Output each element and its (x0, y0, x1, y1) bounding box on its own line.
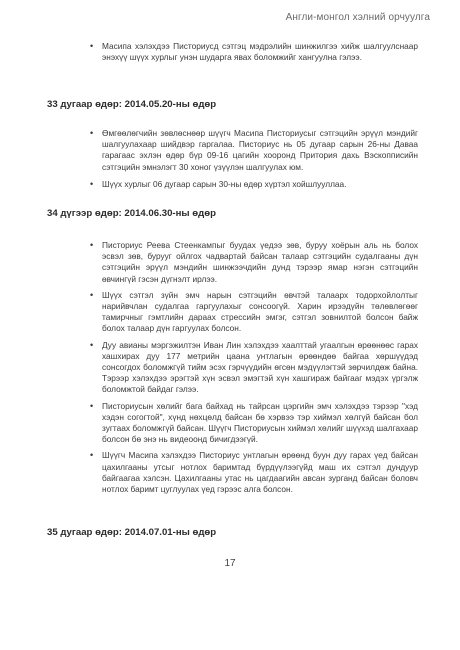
section-33-bullet-list (90, 128, 418, 190)
bullet-icon: • (90, 128, 94, 138)
bullet-icon: • (90, 41, 94, 51)
bullet-icon: • (90, 450, 94, 461)
bullet-icon: • (90, 339, 94, 350)
page-number: 17 (224, 558, 236, 569)
intro-bullet-list (90, 41, 418, 63)
bullet-icon: • (90, 289, 94, 300)
list-item: • Масипа хэлэхдээ Писториусд сэтгэц мэдрэлийн шинжилгээ хийж шалгуулснаар энэхүү шүүх хурлыг унэн шударга явах боломжийг хангуулна гэлээ. (90, 41, 418, 63)
bullet-icon: • (90, 178, 94, 189)
section-heading-day-33: 33 дугаар өдөр: 2014.05.20-ны өдөр (47, 99, 217, 110)
list-item: • Шүүх сэтгэл зүйн эмч нарын сэтгэцийн өвчтэй талаарх тодорхойлолтыг нарийвчлан судалгаа гаргуулахыг сонсоогүй. Харин ирээдүйн төлөвлөгөөг тамирчныг гэмтлийн дараах стрессийн эмгэг, сэтгэл зовнилтой болсон байж болох талаар дүн гаргуулах болсон. (90, 289, 418, 334)
list-item: • Писториус Реева Стеенкампыг буудах үедээ зөв, буруу хоёрын аль нь болох эсвэл зөв, бурууг ойлгох чадвартай байсан талаар сэтгэцийн судалгааны дүн сэтгэцийн эрүүл мэндийн шинжээчдийн дунд тэрээр ямар нэгэн сэтгэцийн өвчингүй гэсэн дүгнэлт ирлээ. (90, 240, 418, 284)
list-item: • Шүүгч Масипа хэлэхдээ Писториус унтлагын өрөөнд буун дуу гарах үед байсан цахилгааны утсыг нотлох баримтад бүрдүүлээгүйд маш их сэтгэл дундуур байгаагаа хэлсэн. Цахилгааны утас нь цагдаагийн авсан зурганд байсан боловч нотлох баримт цуглуулах үед гэрээс алга болсон. (90, 450, 418, 495)
section-34-bullet-list (90, 240, 418, 495)
list-item: • Шүүх хурлыг 06 дугаар сарын 30-ны өдөр хүртэл хойшлууллаа. (90, 178, 347, 189)
bullet-icon: • (90, 240, 94, 250)
list-item: • Писториусын хөлийг бага байхад нь тайрсан цэргийн эмч хэлэхдээ тэрээр "хэд хэдэн согогтой", хүнд нөхцөлд байсан бө хэрвээ тэр хиймэл хөлгүй байсан бол зугтаах боломжгүй байсан. Шүүгч Писториусын хиймэл хөлийг шүүхэд шалгахаар болсон бө энэ нь видеоонд бичигдээгүй. (90, 400, 418, 445)
section-heading-day-35: 35 дугаар өдөр: 2014.07.01-ны өдөр (47, 527, 217, 538)
running-header: Англи-монгол хэлний орчуулга (285, 12, 430, 23)
list-item: • Дуу авианы мэргэжилтэн Иван Лин хэлэхдээ хаалттай угаалгын өрөөнөөс гарах хашхирах дуу 177 метрийн цаана унтлагын өрөөндөө байгаа хөршүүдэд сонсогдох боломжгүй тийм эсэх гэрчүүдийн өгсөн мэдүүлэгтэй зөрчилдөж байна. Тэрээр хэлэхдээ эрэгтэй хүн эсвэл эмэгтэй хүн хашгираж байгааг мэдэх үргэлж боломжтой байдаг гэлээ. (90, 339, 418, 395)
list-item: • Өмгөөлөгчийн зөвлөснөөр шүүгч Масипа Писториусыг сэтгэцийн эрүүл мэндийг шалгуулахаар шийдвэр гаргалаа. Писториус нь 05 дугаар сарын 26-ны Даваа гарагаас эхлэн өдөр бүр 09-16 цагийн хооронд Притория дахь Вэскопписийн сэтгэцийн эмнэлэгт 30 хоног үзүүлэн шалгуулах юм. (90, 128, 418, 172)
section-heading-day-34: 34 дүгээр өдөр: 2014.06.30-ны өдөр (47, 208, 216, 219)
bullet-icon: • (90, 400, 94, 411)
